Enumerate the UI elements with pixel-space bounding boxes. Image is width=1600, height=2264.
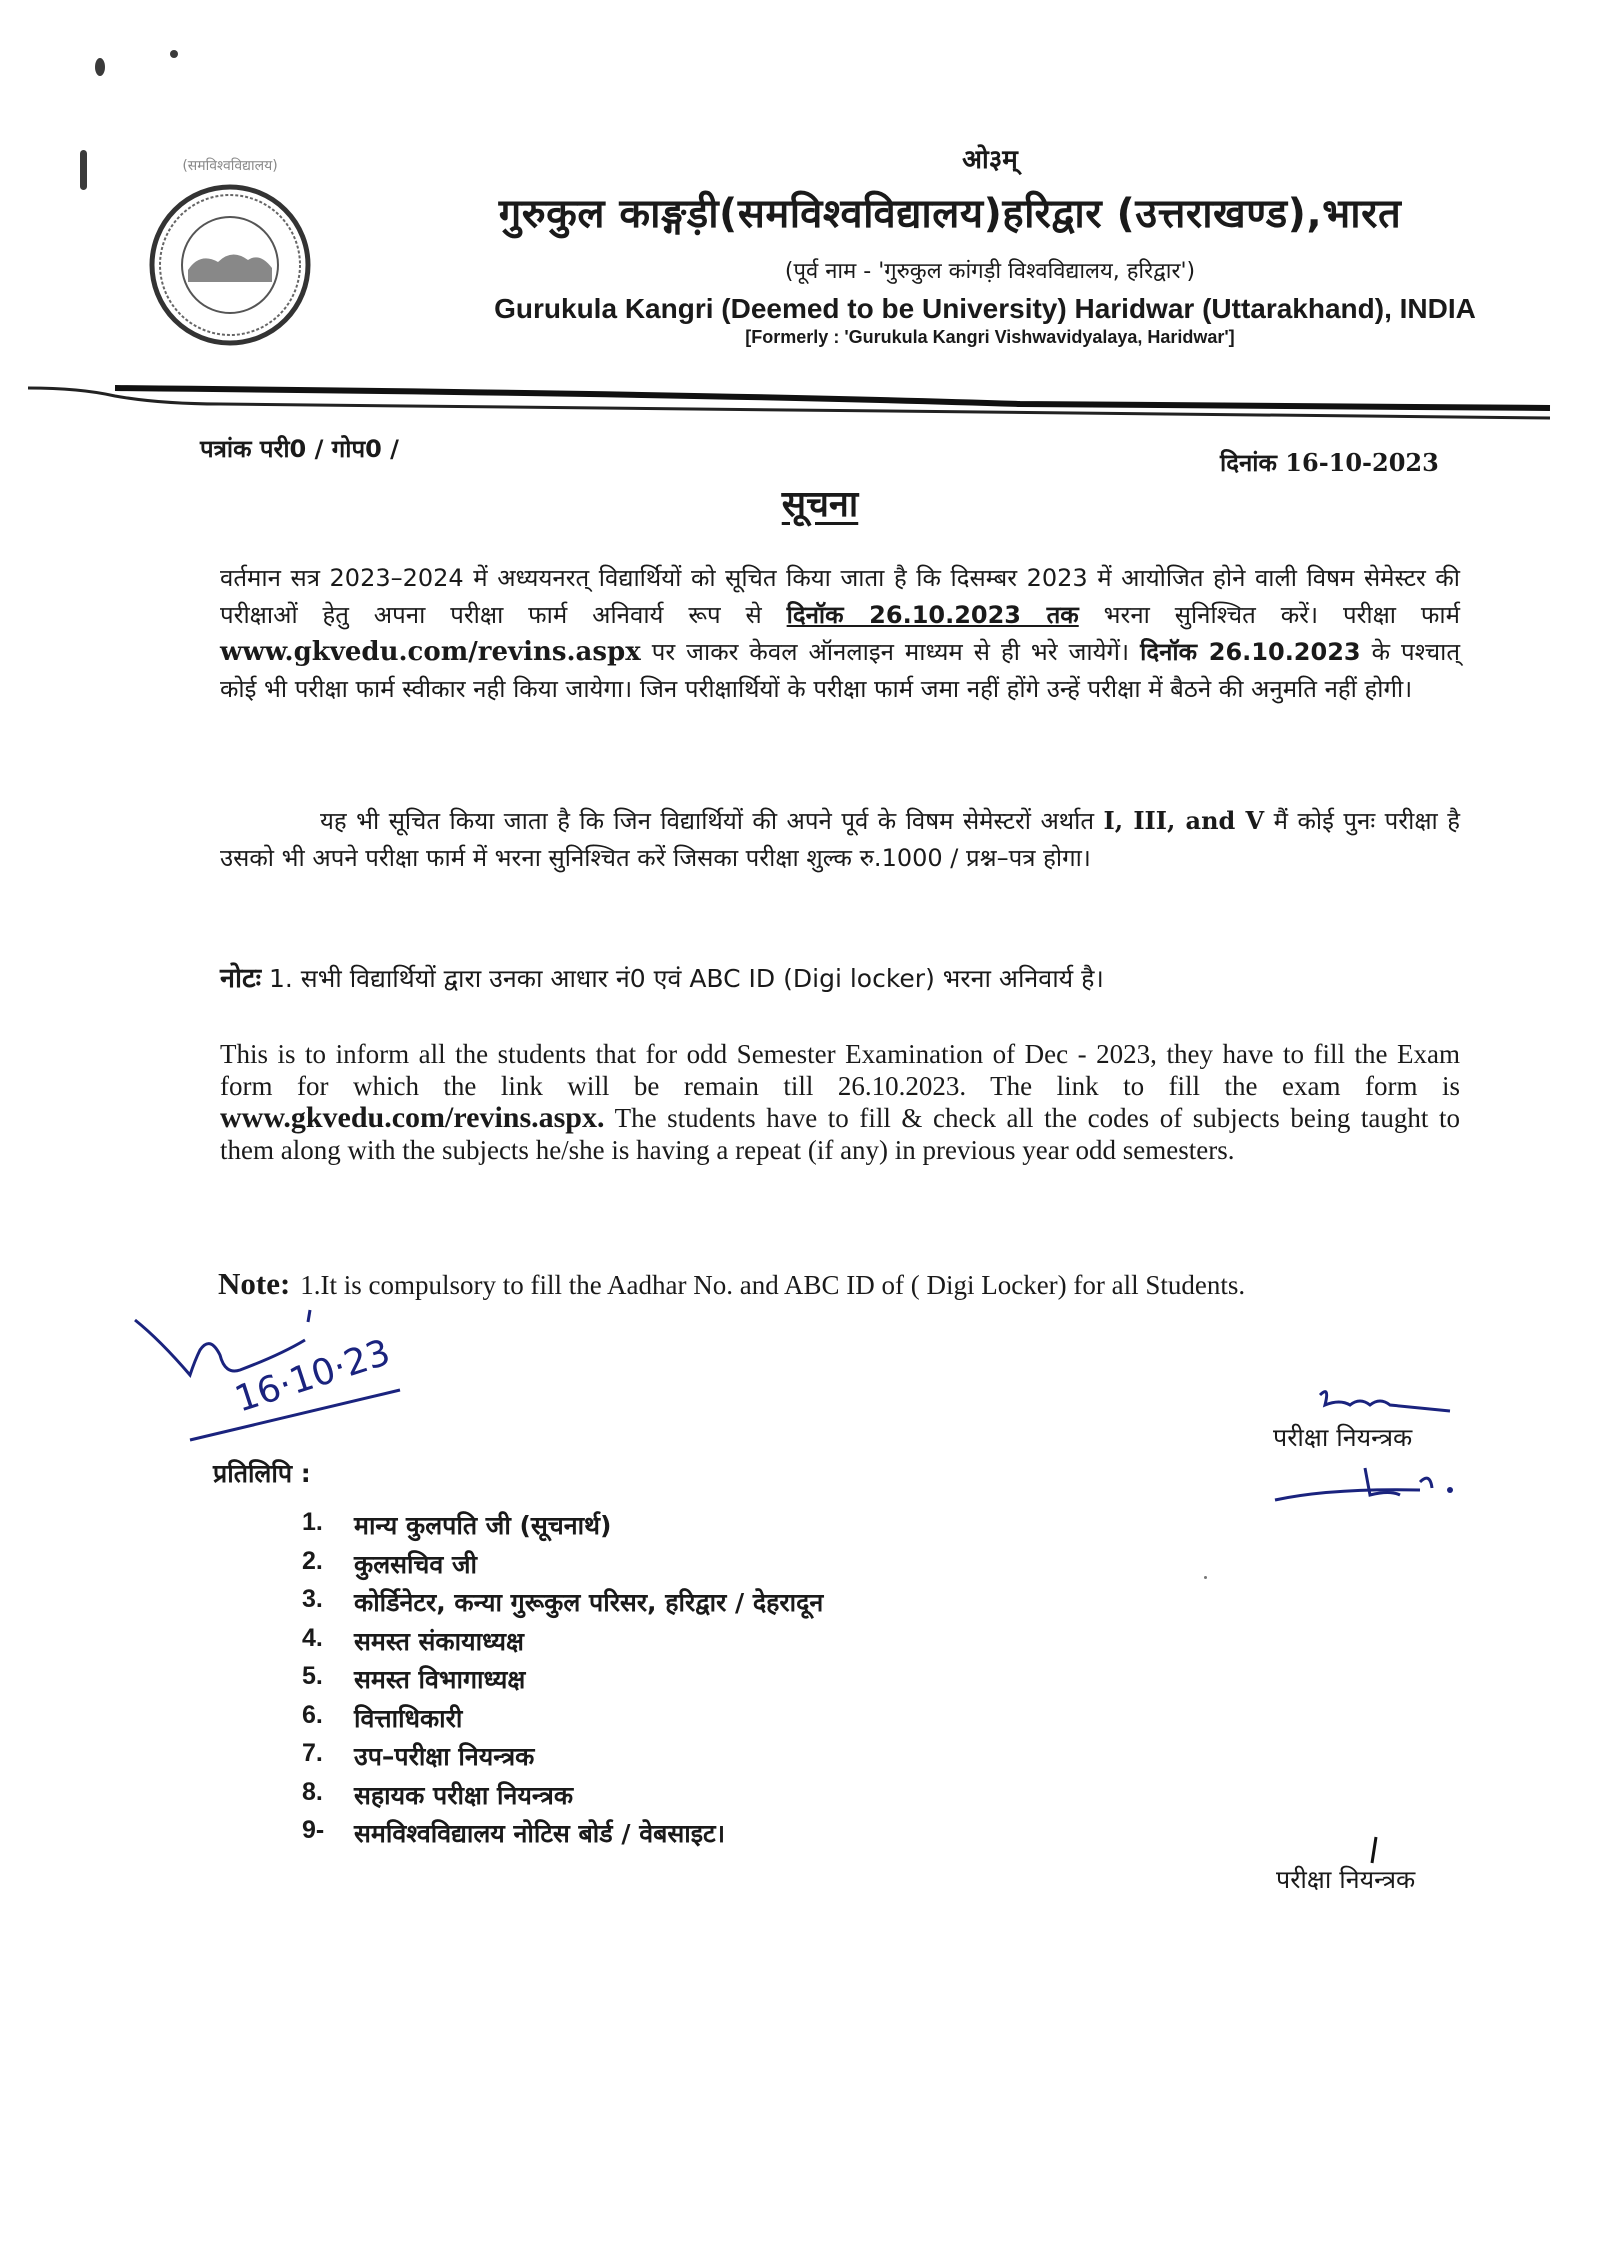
footer-signer-title: परीक्षा नियन्त्रक	[1276, 1865, 1416, 1894]
copy-to-item-number: 3.	[302, 1585, 323, 1613]
copy-to-item-text: कुलसचिव जी	[354, 1549, 478, 1579]
university-name-hindi: गुरुकुल काङ्गड़ी(समविश्वविद्यालय)हरिद्वार (उत्तराखण्ड),भारत	[498, 191, 1402, 237]
notice-heading	[0, 478, 1600, 527]
copy-to-item-number: 7.	[302, 1739, 323, 1767]
text: वर्तमान सत्र 2023–2024 में अध्ययनरत् विद्यार्थियों को सूचित किया जाता है कि दिसम्बर 2023 में आयोजित होने वाली विषम सेमेस्टर की परीक्षाओं हेतु अपना परीक्षा फार्म अनिवार्य रूप से	[220, 564, 1460, 629]
scan-speck	[170, 50, 178, 58]
copy-to-item	[302, 1701, 823, 1740]
copy-to-item-text: वित्ताधिकारी	[354, 1703, 463, 1733]
notice-title: सूचना	[781, 484, 859, 525]
copy-to-item	[302, 1662, 823, 1701]
copy-to-item-text: कोर्डिनेटर, कन्या गुरूकुल परिसर, हरिद्वार / देहरादून	[354, 1588, 824, 1617]
copy-to-item-text: समविश्वविद्यालय नोटिस बोर्ड / वेबसाइट।	[354, 1819, 726, 1848]
university-seal-icon	[100, 140, 360, 370]
reference-number: पत्रांक परी0 / गोप0 /	[200, 435, 399, 463]
hindi-paragraph-2	[220, 802, 1460, 877]
hindi-note	[220, 958, 1104, 995]
copy-to-item	[302, 1508, 823, 1547]
exam-form-link[interactable]: www.gkvedu.com/revins.aspx	[220, 637, 641, 667]
copy-to-item	[302, 1816, 823, 1855]
handwritten-signature-icon	[130, 1300, 430, 1450]
signature-mark-icon	[1364, 1835, 1384, 1865]
initials-icon	[1270, 1460, 1470, 1510]
copy-to-item-number: 1.	[302, 1508, 323, 1536]
copy-to-item	[302, 1585, 823, 1624]
header-divider	[20, 380, 1560, 420]
signer-title: परीक्षा नियन्त्रक	[1273, 1423, 1413, 1452]
semesters: I, III, and V	[1103, 806, 1265, 835]
om-heading: ओ३म्	[962, 145, 1018, 175]
svg-text:(समविश्वविद्यालय): (समविश्वविद्यालय)	[182, 158, 278, 174]
deadline-text: दिनॉक 26.10.2023 तक	[786, 601, 1079, 629]
hindi-paragraph-1	[220, 560, 1460, 708]
letter-date	[1220, 446, 1439, 479]
exam-form-link[interactable]: www.gkvedu.com/revins.aspx.	[220, 1101, 605, 1134]
copy-to-item-number: 6.	[302, 1700, 323, 1729]
note-label: नोटः	[220, 963, 262, 994]
text: मैं कोई पुनः परीक्षा है उसको भी अपने परीक्षा फार्म में भरना सुनिश्चित करें जिसका परीक्षा शुल्क रु.1000 / प्रश्न–पत्र होगा।	[220, 807, 1460, 872]
text: This is to inform all the students that for odd Semester Examination of Dec - 2023, they have to fill the Exam form for which the link will be remain till 26.10.2023. The link to fill the exam form is	[220, 1039, 1460, 1101]
former-name-hindi: (पूर्व नाम - 'गुरुकुल कांगड़ी विश्वविद्यालय, हरिद्वार')	[784, 259, 1196, 284]
letterhead	[380, 140, 1520, 348]
university-name-english: Gurukula Kangri (Deemed to be University) Haridwar (Uttarakhand), INDIA	[494, 293, 1476, 324]
date-value: 16-10-2023	[1285, 448, 1439, 477]
copy-to-item	[302, 1624, 823, 1663]
date-label: दिनांक	[1220, 449, 1277, 477]
copy-to-item	[302, 1739, 823, 1778]
english-paragraph	[220, 1038, 1460, 1166]
copy-to-item-text: सहायक परीक्षा नियन्त्रक	[354, 1780, 574, 1810]
copy-to-item-number: 9-	[302, 1816, 325, 1844]
text: के पश्चात् कोई भी परीक्षा फार्म स्वीकार नही किया जायेगा। जिन परीक्षार्थियों के परीक्षा फार्म जमा नहीं होंगे उन्हें परीक्षा में बैठने की अनुमति नहीं होगी।	[220, 638, 1460, 703]
scan-speck	[1204, 1576, 1207, 1579]
copy-to-label: प्रतिलिपि :	[213, 1459, 311, 1488]
text: भरना सुनिश्चित करें। परीक्षा फार्म	[1103, 601, 1460, 629]
note-text: 1.It is compulsory to fill the Aadhar No. and ABC ID of ( Digi Locker) for all Students.	[300, 1270, 1246, 1300]
copy-to-item-number: 5.	[302, 1662, 323, 1690]
copy-to-list	[302, 1508, 823, 1855]
copy-to-item-text: उप–परीक्षा नियन्त्रक	[354, 1742, 535, 1771]
copy-to-item-text: मान्य कुलपति जी (सूचनार्थ)	[354, 1511, 612, 1540]
copy-to-item-number: 8.	[302, 1777, 323, 1806]
scan-speck	[95, 58, 105, 76]
copy-to-item-number: 4.	[302, 1623, 323, 1652]
former-name-english: [Formerly : 'Gurukula Kangri Vishwavidyalaya, Haridwar']	[745, 327, 1235, 347]
copy-to-item-text: समस्त संकायाध्यक्ष	[354, 1626, 524, 1656]
english-note	[218, 1266, 1245, 1302]
note-label: Note:	[218, 1266, 291, 1301]
copy-to-item-text: समस्त विभागाध्यक्ष	[354, 1665, 526, 1694]
deadline-date: दिनॉक 26.10.2023	[1140, 638, 1361, 666]
copy-to-item	[302, 1547, 823, 1586]
scan-speck	[80, 150, 87, 190]
controller-signature-icon	[1300, 1385, 1480, 1425]
text: The students have to fill & check all the codes of subjects being taught to them along with the subjects he/she is having a repeat (if any) in previous year odd semesters.	[220, 1103, 1460, 1165]
note-text: 1. सभी विद्यार्थियों द्वारा उनका आधार नं0 एवं ABC ID (Digi locker) भरना अनिवार्य है।	[269, 964, 1104, 993]
text: यह भी सूचित किया जाता है कि जिन विद्यार्थियों की अपने पूर्व के विषम सेमेस्टरों अर्थात	[320, 807, 1095, 835]
text: पर जाकर केवल ऑनलाइन माध्यम से ही भरे जायेगें।	[651, 638, 1130, 666]
copy-to-item-number: 2.	[302, 1546, 323, 1575]
copy-to-item	[302, 1778, 823, 1817]
signature-date: 16·10·23	[230, 1332, 396, 1421]
